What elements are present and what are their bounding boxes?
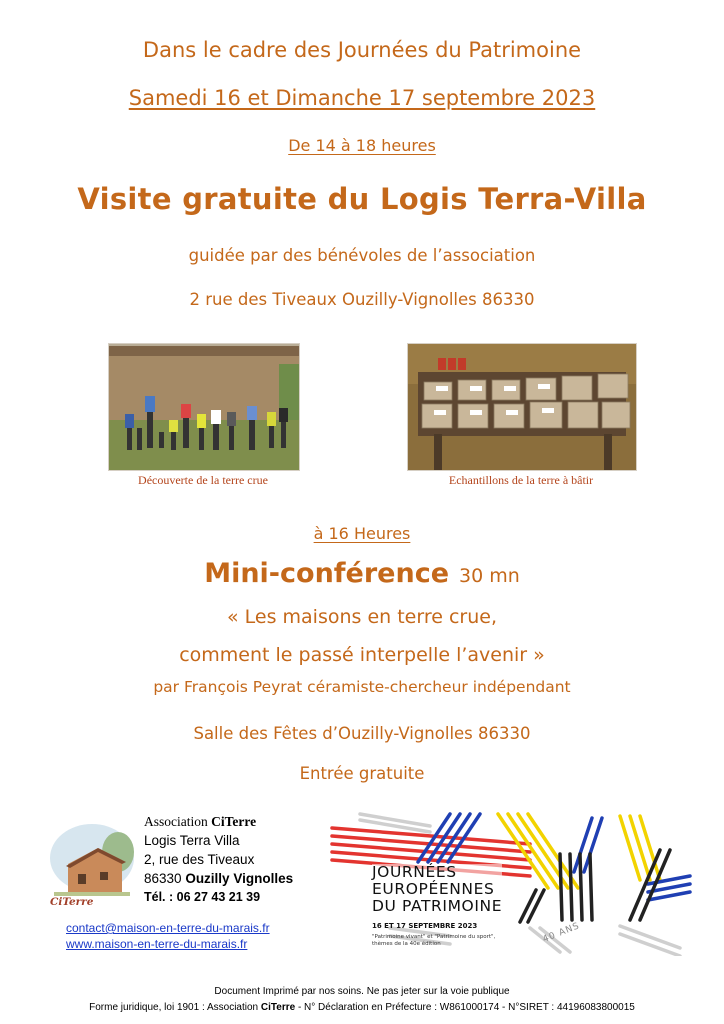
entry-free-text: Entrée gratuite (299, 764, 425, 783)
conference-speaker: par François Peyrat céramiste-chercheur indépendant (153, 678, 571, 696)
visit-guided-text: guidée par des bénévoles de l’association (188, 246, 536, 265)
jep-themes-line1: "Patrimoine vivant" et "Patrimoine du sport", (372, 934, 496, 940)
footer-notice: Document Imprimé par nos soins. Ne pas jeter sur la voie publique (214, 986, 510, 997)
association-line2: 2, rue des Tiveaux (144, 852, 255, 867)
conference-title: Mini-conférence (204, 558, 450, 589)
visit-address: 2 rue des Tiveaux Ouzilly-Vignolles 86330 (189, 290, 535, 309)
jep-badge: 40 ANS (541, 921, 582, 945)
association-label: Association (144, 814, 208, 829)
citerre-logo-text: CiTerre (50, 896, 94, 908)
footer-legal (0, 1002, 724, 1013)
conference-time: à 16 Heures (313, 524, 411, 543)
photo-soil-samples (407, 343, 637, 471)
jep-dates: 16 ET 17 SEPTEMBRE 2023 (372, 922, 478, 930)
intro-line: Dans le cadre des Journées du Patrimoine (142, 38, 582, 62)
jep-themes-line2: thèmes de la 40e édition (372, 941, 441, 947)
event-dates: Samedi 16 et Dimanche 17 septembre 2023 (128, 86, 596, 110)
visit-title: Visite gratuite du Logis Terra-Villa (77, 182, 647, 216)
photo-caption: Découverte de la terre crue (138, 473, 268, 487)
conference-duration: 30 mn (459, 565, 520, 587)
association-town: Ouzilly Vignolles (185, 871, 294, 886)
conference-venue: Salle des Fêtes d’Ouzilly-Vignolles 86330 (193, 724, 531, 743)
association-name: CiTerre (211, 814, 257, 829)
jep-line3: DU PATRIMOINE (372, 897, 503, 915)
conference-quote-line2: comment le passé interpelle l’avenir » (179, 644, 545, 666)
jep-logo (330, 810, 694, 956)
citerre-logo (48, 822, 136, 914)
association-line1: Logis Terra Villa (144, 833, 240, 848)
jep-themes (372, 934, 495, 948)
footer-legal-suffix: - N° Déclaration en Préfecture : W861000174 - N°SIRET : 44196083800015 (295, 1002, 635, 1013)
jep-line1: JOURNÉES (372, 863, 457, 881)
event-hours: De 14 à 18 heures (288, 136, 436, 155)
association-links (66, 920, 270, 952)
jep-logo-text (372, 864, 502, 915)
conference-heading (0, 558, 724, 589)
association-name-line (144, 812, 293, 831)
association-contact-block (144, 812, 293, 907)
footer-legal-name: CiTerre (260, 1002, 296, 1013)
association-town-line (144, 869, 293, 888)
conference-quote-line1: « Les maisons en terre crue, (226, 606, 498, 628)
email-link[interactable]: contact@maison-en-terre-du-marais.fr (66, 921, 270, 935)
photo-caption: Echantillons de la terre à bâtir (448, 473, 594, 487)
jep-line2: EUROPÉENNES (372, 880, 495, 898)
footer-legal-prefix: Forme juridique, loi 1901 : Association (89, 1002, 261, 1013)
website-link[interactable]: www.maison-en-terre-du-marais.fr (66, 937, 248, 951)
association-phone: Tél. : 06 27 43 21 39 (144, 890, 261, 904)
association-postcode: 86330 (144, 871, 182, 886)
photo-earth-discovery (108, 343, 300, 471)
